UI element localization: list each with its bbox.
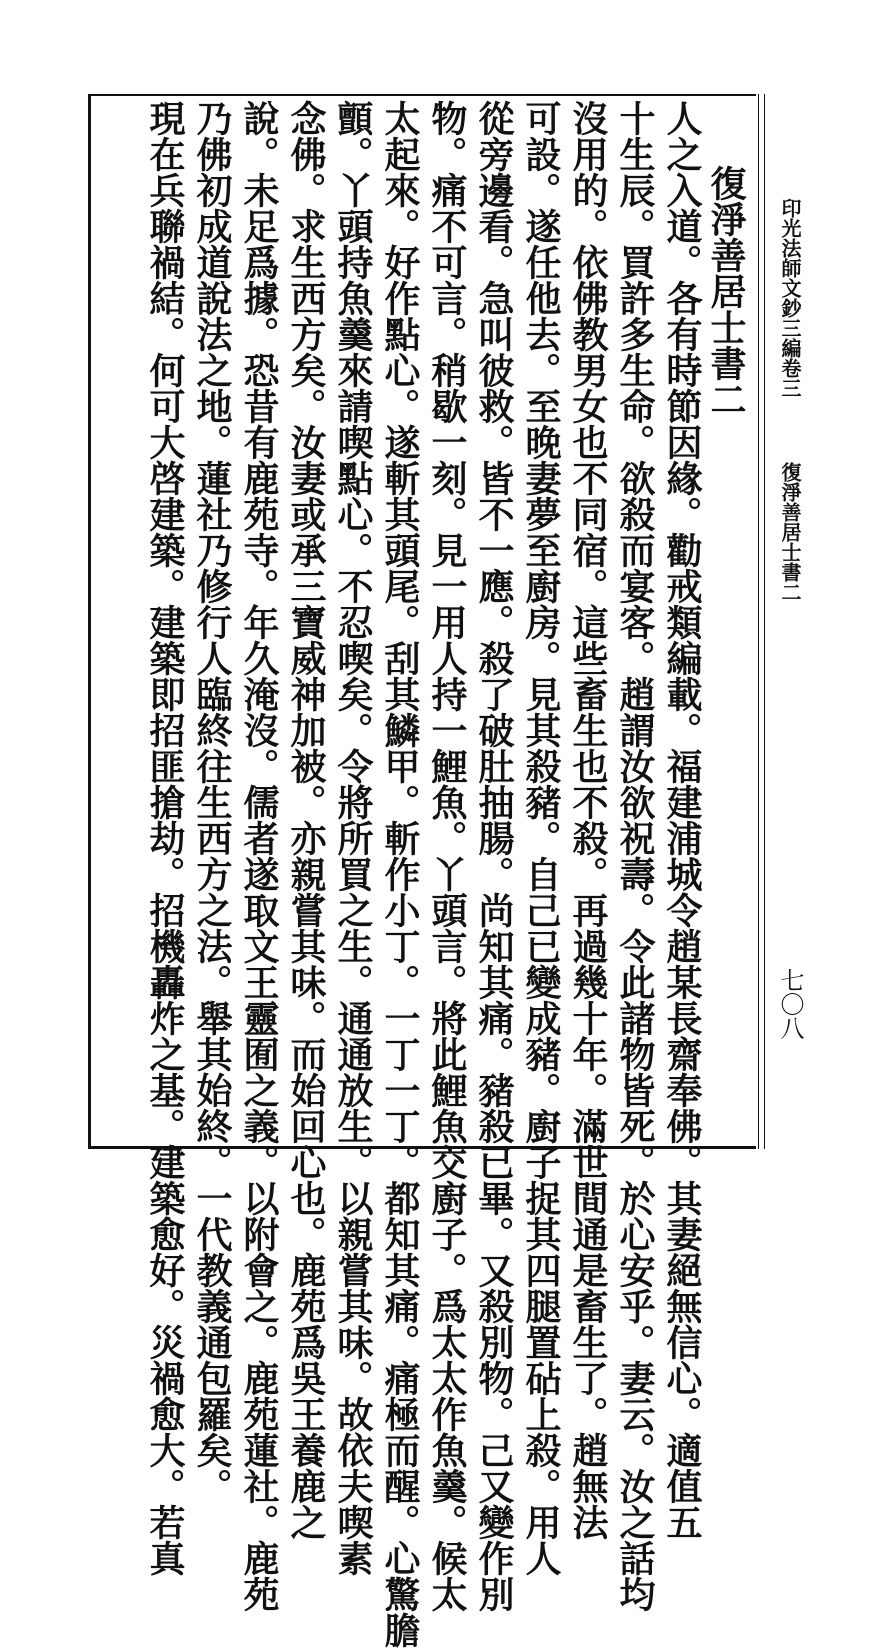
margin-book-title: 印光法師文鈔三編卷三 (778, 198, 802, 398)
text-column: 顫。丫頭持魚羹來請喫點心。不忍喫矣。令將所買之生。通通放生。以親嘗其味。故依夫喫素 (332, 100, 374, 1576)
text-column: 現在兵聯禍結。何可大啓建築。建築即招匪搶劫。招機轟炸之基。建築愈好。災禍愈大。若真 (144, 100, 186, 1576)
text-column: 說。未足爲據。恐昔有鹿苑寺。年久淹沒。儒者遂取文王靈囿之義。以附會之。鹿苑蓮社。鹿苑 (238, 100, 280, 1612)
margin-section-title: 復淨善居士書二 (778, 462, 802, 602)
text-column: 念佛。求生西方矣。汝妻或承三寶威神加被。亦親嘗其味。而始回心也。鹿苑爲吳王養鹿之 (285, 100, 327, 1540)
frame-right-rule-inner (764, 94, 765, 1149)
text-column: 沒用的。依佛教男女也不同宿。這些畜生也不殺。再過幾十年。滿世間通是畜生了。趙無法 (567, 100, 609, 1540)
frame-right-rule (758, 94, 759, 1149)
page-number: 七〇八 (776, 968, 804, 1040)
text-column: 太起來。好作點心。遂斬其頭尾。刮其鱗甲。斬作小丁。一丁一丁。都知其痛。痛極而醒。心驚膽 (379, 100, 421, 1648)
text-column: 可設。遂任他去。至晚妻夢至廚房。見其殺豬。自己已變成豬。廚子捉其四腿置砧上殺。用人 (520, 100, 562, 1576)
text-column: 十生辰。買許多生命。欲殺而宴客。趙謂汝欲祝壽。令此諸物皆死。於心安乎。妻云。汝之話均 (614, 100, 656, 1612)
text-column: 乃佛初成道說法之地。蓮社乃修行人臨終往生西方之法。舉其始終。一代教義通包羅矣。 (191, 100, 233, 1504)
text-column: 人之入道。各有時節因緣。勸戒類編載。福建浦城令趙某長齋奉佛。其妻絕無信心。適值五 (661, 100, 703, 1540)
text-column: 物。痛不可言。稍歇一刻。見一用人持一鯉魚。丫頭言。將此鯉魚交廚子。爲太太作魚羹。候太 (426, 100, 468, 1612)
letter-title: 復淨善居士書二 (705, 165, 747, 417)
text-column: 從旁邊看。急叫彼救。皆不一應。殺了破肚抽腸。尚知其痛。豬殺已畢。又殺別物。己又變作別 (473, 100, 515, 1612)
